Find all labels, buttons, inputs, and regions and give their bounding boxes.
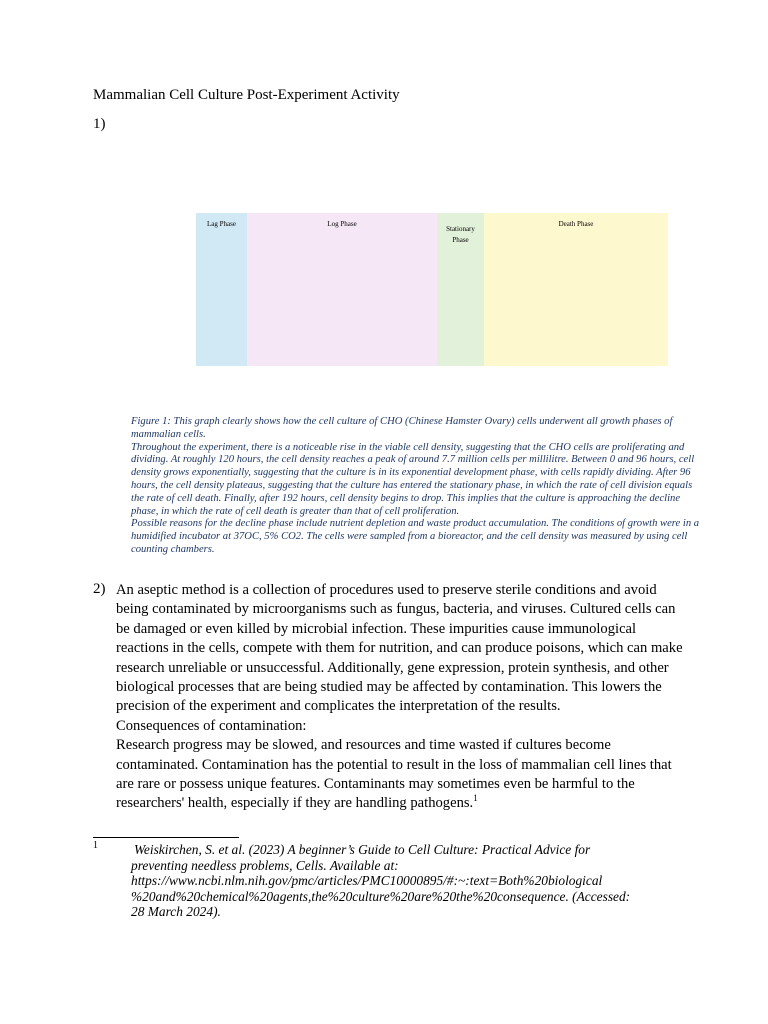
footnote-line: preventing needless problems, Cells. Available at: [131,857,399,873]
caption-line: Possible reasons for the decline phase include nutrient depletion and waste product accumulation. The conditions of growth were in a humidified incubator at 37OC, 5% CO2. The cells were sampled from a bioreactor, and the cell density was measured by using cell counting chambers. [131,518,700,555]
stationary-phase-label: Stationary Phase [446,225,475,244]
log-phase-band [247,213,437,366]
lag-phase-label: Lag Phase [207,220,236,228]
death-phase-label: Death Phase [558,220,594,228]
footnote-number: 1 [93,840,98,851]
answer-paragraph-text: Research progress may be slowed, and resources and time wasted if cultures become contaminated. Contamination has the potential to result in the loss of mammalian cell lines that are rare or possess unique features. Contaminants may sometimes even be harmful to the researchers' health, especially if they are handling pathogens. [116,737,672,812]
footnote-link[interactable]: %20and%20chemical%20agents,the%20culture%20are%20the%20consequence. (Accessed: [131,888,631,904]
figure-caption [131,416,701,557]
footnote-text [131,842,671,920]
page-title: Mammalian Cell Culture Post-Experiment Activity [93,87,400,103]
growth-phase-chart [196,213,668,366]
answer-paragraph [116,736,686,814]
footnote-line: 28 March 2024). [131,904,221,920]
log-phase-label: Log Phase [327,220,357,228]
question-2-answer [116,581,686,814]
caption-line: Throughout the experiment, there is a noticeable rise in the viable cell density, suggesting that the CHO cells are proliferating and dividing. At roughly 120 hours, the cell density reaches a peak of around 7.7 million cells per millilitre. Between 0 and 96 hours, cell density grows exponentially, suggesting that the culture is in its exponential development phase, with cells rapidly dividing. After 96 hours, the cell density plateaus, suggesting that the culture has entered the stationary phase, in which the rate of cell division equals the rate of cell death. Finally, after 192 hours, cell density begins to drop. This implies that the culture is approaching the decline phase, in which the rate of cell death is greater than that of cell proliferation. [131,441,695,517]
answer-paragraph: An aseptic method is a collection of procedures used to preserve sterile conditions and avoid being contaminated by microorganisms such as fungus, bacteria, and viruses. Cultured cells can be damaged or even killed by microbial infection. These impurities cause immunological reactions in the cells, compete with them for nutrition, and can produce poisons, which can make research unreliable or unsuccessful. Additionally, gene expression, protein synthesis, and other biological processes that are being studied may be affected by contamination. This lowers the precision of the experiment and complicates the interpretation of the results. [116,582,683,715]
footnote-reference[interactable]: 1 [473,793,478,804]
question-1-label: 1) [93,116,106,132]
stationary-phase-band [437,213,484,366]
answer-subheading: Consequences of contamination: [116,717,307,734]
caption-line: Figure 1: This graph clearly shows how the cell culture of CHO (Chinese Hamster Ovary) cells underwent all growth phases of mammalian cells. [131,416,673,440]
footnote-link[interactable]: https://www.ncbi.nlm.nih.gov/pmc/articles/PMC10000895/#:~:text=Both%20biological [131,873,603,889]
footnote-line: Weiskirchen, S. et al. (2023) A beginner’s Guide to Cell Culture: Practical Advice for [134,842,591,857]
question-2-label: 2) [93,581,106,597]
death-phase-band [484,213,668,366]
footnote-divider [93,837,239,838]
lag-phase-band [196,213,247,366]
